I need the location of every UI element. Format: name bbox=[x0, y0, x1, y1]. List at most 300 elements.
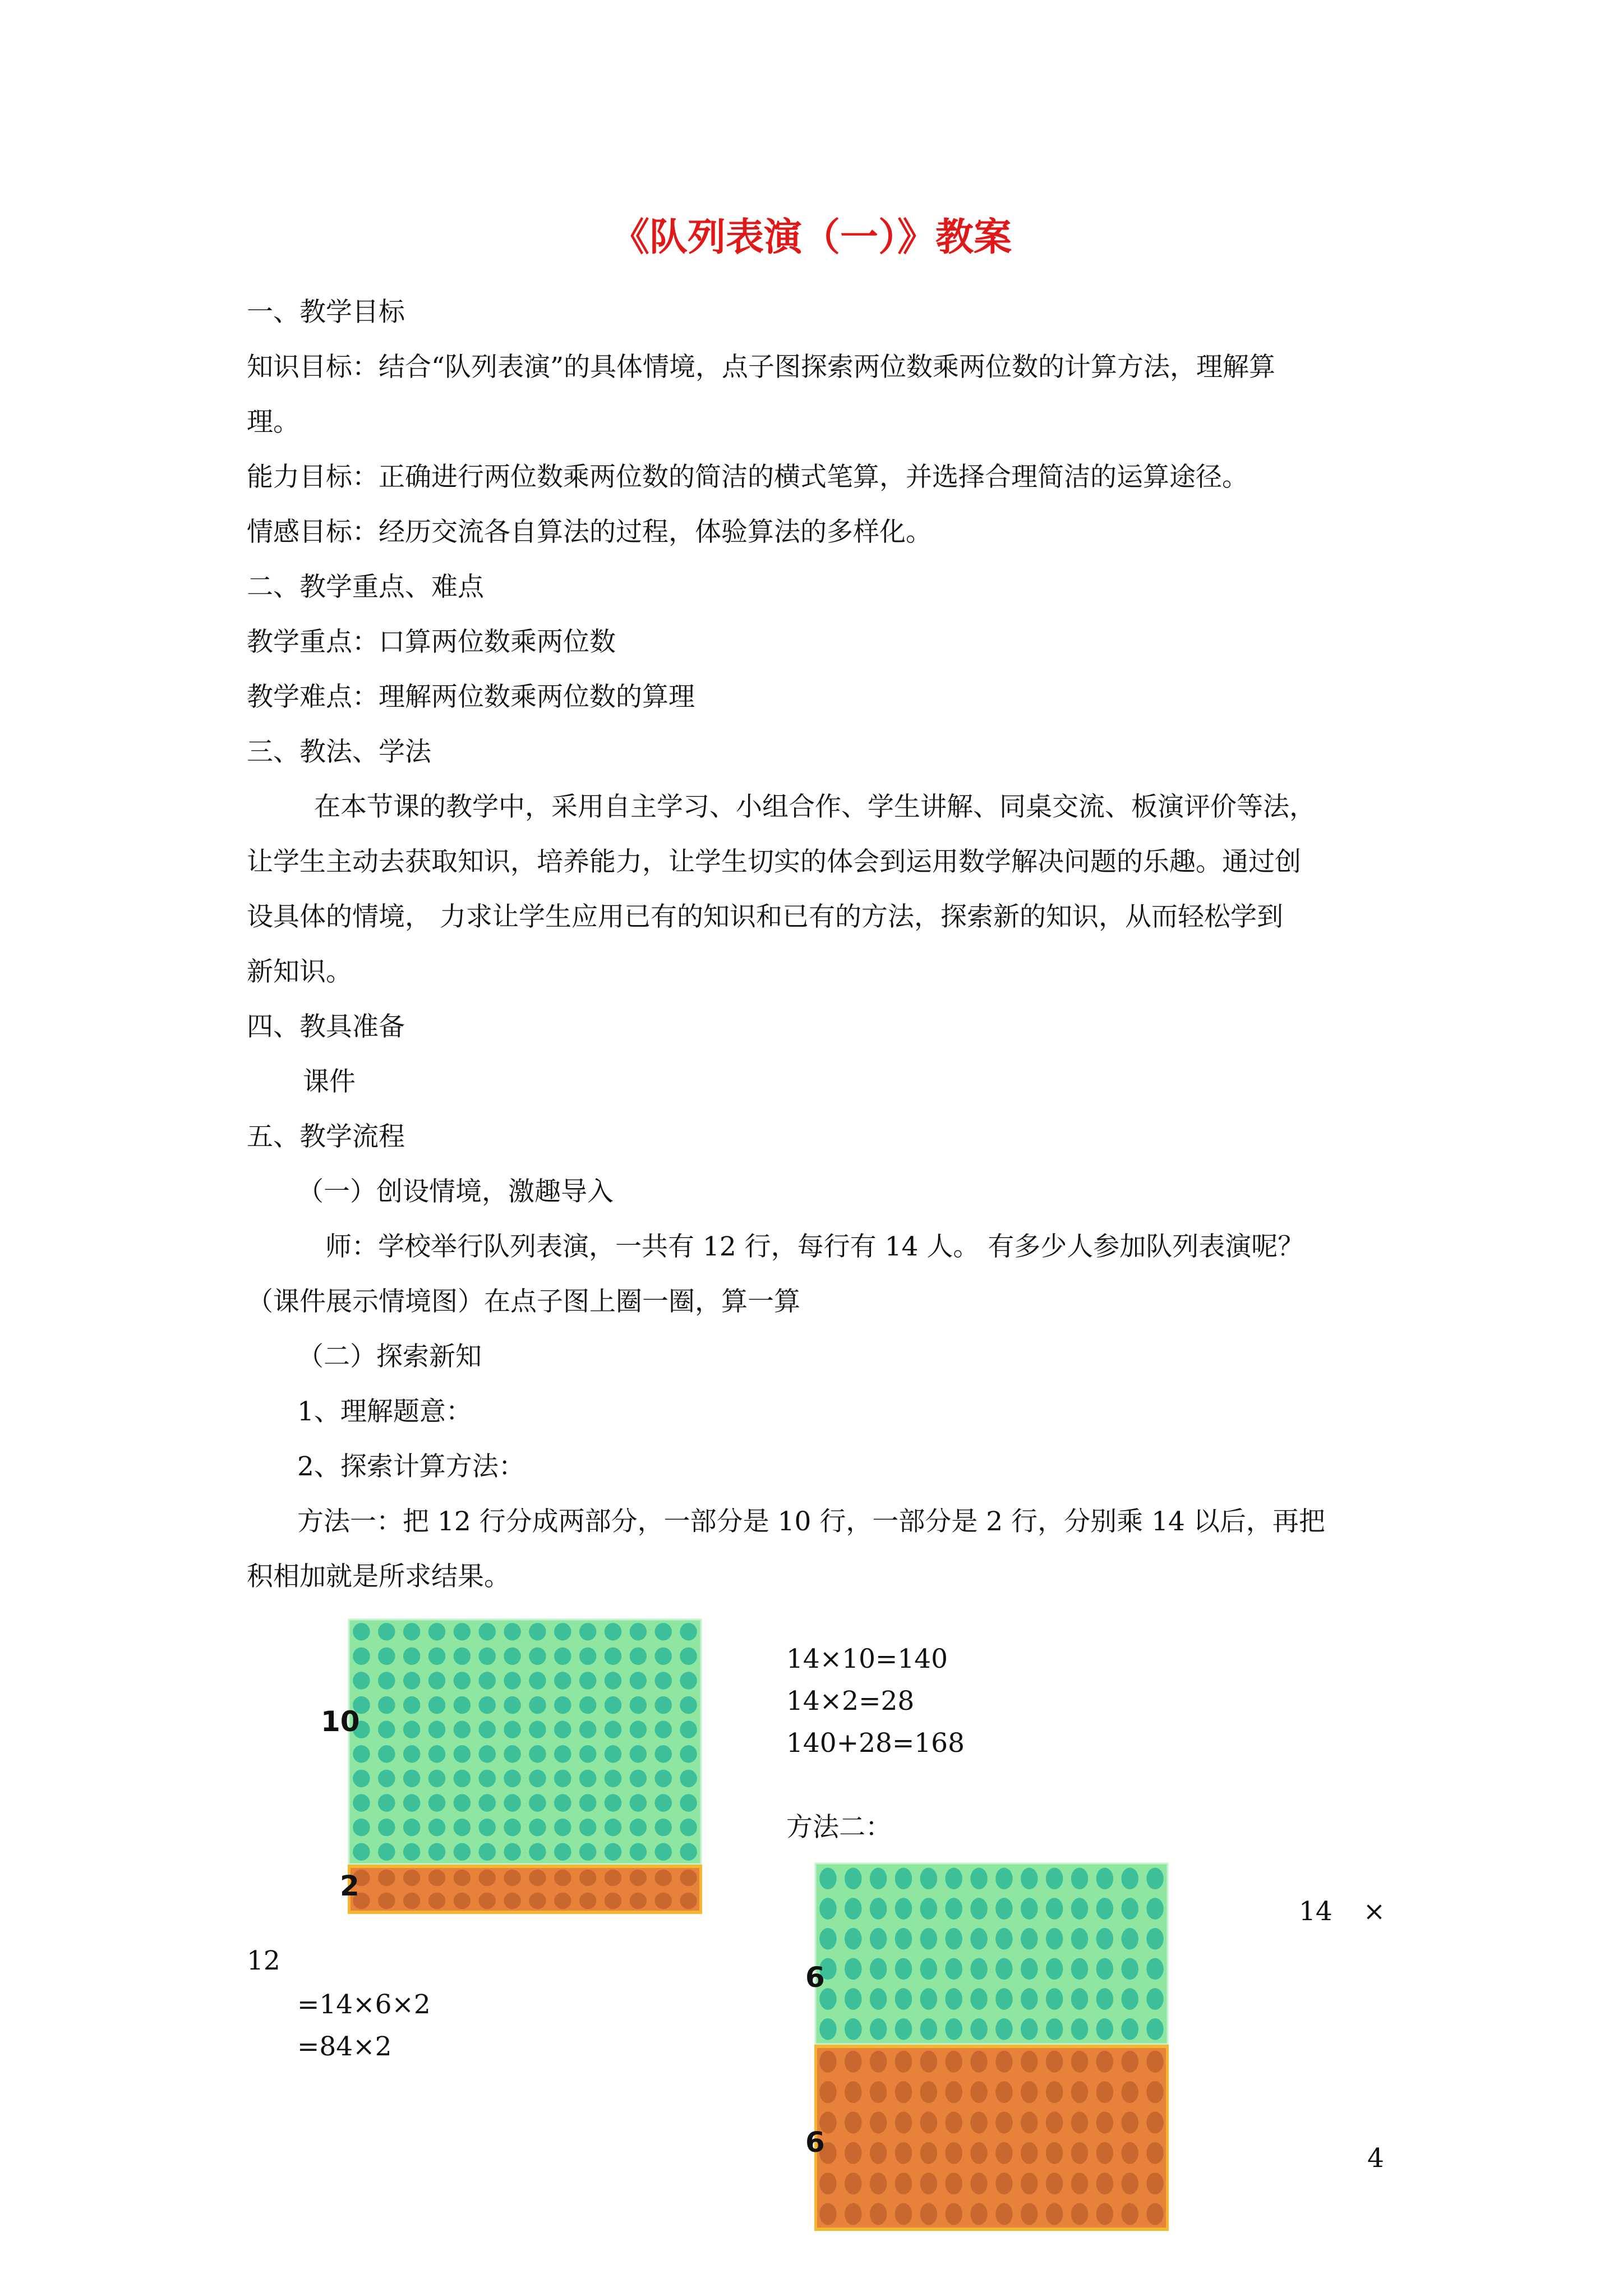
paragraph-line: 理。 bbox=[247, 407, 299, 438]
dot bbox=[630, 1721, 647, 1738]
dot bbox=[1121, 2051, 1138, 2073]
dot bbox=[995, 2142, 1013, 2164]
dot bbox=[529, 1672, 546, 1689]
dot bbox=[1071, 2051, 1089, 2073]
dot bbox=[478, 1794, 496, 1811]
dot bbox=[478, 1672, 496, 1689]
dot bbox=[995, 2203, 1013, 2225]
dot bbox=[630, 1870, 647, 1887]
dot bbox=[995, 2051, 1013, 2073]
dot bbox=[353, 1770, 370, 1787]
dot bbox=[1146, 2018, 1164, 2040]
dot bbox=[1146, 2081, 1164, 2103]
green-block bbox=[815, 1864, 1168, 2044]
dot bbox=[870, 1988, 887, 2010]
dot bbox=[895, 1898, 912, 1920]
dot bbox=[654, 1696, 672, 1714]
dot bbox=[1046, 1868, 1063, 1890]
dot bbox=[454, 1672, 471, 1689]
dot bbox=[428, 1721, 446, 1738]
dot bbox=[970, 1988, 988, 2010]
dot bbox=[870, 2018, 887, 2040]
dot bbox=[680, 1745, 697, 1763]
dot bbox=[970, 2142, 988, 2164]
dot bbox=[478, 1745, 496, 1763]
dot bbox=[970, 1928, 988, 1950]
dot bbox=[353, 1745, 370, 1763]
dot bbox=[1046, 2173, 1063, 2194]
dot bbox=[945, 2081, 962, 2103]
dot bbox=[680, 1648, 697, 1665]
dot bbox=[680, 1794, 697, 1811]
dot bbox=[870, 2203, 887, 2225]
dot bbox=[504, 1770, 521, 1787]
dot bbox=[680, 1721, 697, 1738]
dot bbox=[654, 1770, 672, 1787]
dot bbox=[995, 1898, 1013, 1920]
dot bbox=[1096, 2018, 1114, 2040]
dot bbox=[579, 1696, 597, 1714]
dot bbox=[403, 1745, 421, 1763]
dot bbox=[845, 2142, 862, 2164]
dot bbox=[845, 1928, 862, 1950]
dot bbox=[1071, 1958, 1089, 1980]
dot bbox=[1096, 1928, 1114, 1950]
dot bbox=[605, 1672, 622, 1689]
dot bbox=[654, 1870, 672, 1887]
dot bbox=[870, 2051, 887, 2073]
dot bbox=[945, 1988, 962, 2010]
dot bbox=[1071, 1868, 1089, 1890]
dot bbox=[605, 1843, 622, 1861]
dot bbox=[945, 1958, 962, 1980]
dot bbox=[554, 1623, 571, 1640]
dot bbox=[1071, 2203, 1089, 2225]
method2-equation-1: =14×6×2 bbox=[297, 1989, 431, 2020]
dot bbox=[945, 1868, 962, 1890]
dot bbox=[1071, 2142, 1089, 2164]
dot bbox=[1071, 2018, 1089, 2040]
dot bbox=[1046, 1988, 1063, 2010]
dot bbox=[1146, 1988, 1164, 2010]
dot bbox=[845, 2051, 862, 2073]
paragraph-line: 方法一：把 12 行分成两部分，一部分是 10 行，一部分是 2 行，分别乘 14 以后，再把 bbox=[297, 1506, 1325, 1537]
paragraph-line: 教学重点：口算两位数乘两位数 bbox=[247, 627, 616, 657]
dot-grid-method-2 bbox=[814, 1862, 1169, 2233]
paragraph-line: 能力目标：正确进行两位数乘两位数的简洁的横式笔算，并选择合理简洁的运算途径。 bbox=[247, 462, 1248, 493]
paragraph-line: 知识目标：结合“队列表演”的具体情境，点子图探索两位数乘两位数的计算方法，理解算 bbox=[247, 352, 1276, 383]
page-title: 《队列表演（一）》教案 bbox=[611, 215, 1012, 260]
dot bbox=[1071, 1898, 1089, 1920]
method1-equation-2: 14×2=28 bbox=[786, 1686, 915, 1717]
dot bbox=[1021, 1868, 1038, 1890]
dot bbox=[680, 1843, 697, 1861]
dot bbox=[1096, 2081, 1114, 2103]
dot bbox=[554, 1843, 571, 1861]
dot bbox=[945, 1898, 962, 1920]
method2-side-text: 14 × bbox=[1299, 1896, 1386, 1927]
page-number: 4 bbox=[1367, 2143, 1384, 2174]
dot bbox=[845, 2081, 862, 2103]
dot bbox=[995, 1868, 1013, 1890]
dot bbox=[819, 2051, 837, 2073]
dot bbox=[428, 1870, 446, 1887]
dot bbox=[428, 1819, 446, 1836]
dot bbox=[378, 1672, 395, 1689]
dot bbox=[1146, 1958, 1164, 1980]
dot bbox=[1046, 2111, 1063, 2133]
dot bbox=[654, 1672, 672, 1689]
dot bbox=[554, 1870, 571, 1887]
dot bbox=[920, 2142, 938, 2164]
dot bbox=[630, 1672, 647, 1689]
dot bbox=[654, 1721, 672, 1738]
dot bbox=[920, 1958, 938, 1980]
dot bbox=[895, 1988, 912, 2010]
dot bbox=[920, 2051, 938, 2073]
dot bbox=[1071, 1988, 1089, 2010]
paragraph-line: 在本节课的教学中，采用自主学习、小组合作、学生讲解、同桌交流、板演评价等法， bbox=[314, 792, 1316, 822]
dot bbox=[554, 1819, 571, 1836]
dot bbox=[1121, 2173, 1138, 2194]
dot bbox=[428, 1770, 446, 1787]
dot bbox=[630, 1623, 647, 1640]
dot bbox=[895, 2018, 912, 2040]
dot bbox=[1121, 1928, 1138, 1950]
dot bbox=[654, 1623, 672, 1640]
dot bbox=[579, 1794, 597, 1811]
dot bbox=[579, 1770, 597, 1787]
dot bbox=[403, 1819, 421, 1836]
dot bbox=[1021, 1928, 1038, 1950]
method1-equation-3: 140+28=168 bbox=[786, 1728, 965, 1759]
paragraph-line: 让学生主动去获取知识，培养能力，让学生切实的体会到运用数学解决问题的乐趣。通过创 bbox=[247, 846, 1301, 877]
dot bbox=[529, 1721, 546, 1738]
dot bbox=[454, 1696, 471, 1714]
dot bbox=[529, 1893, 546, 1910]
dot bbox=[454, 1623, 471, 1640]
paragraph-line: 新知识。 bbox=[247, 956, 352, 987]
dot bbox=[504, 1893, 521, 1910]
dot bbox=[654, 1819, 672, 1836]
dot bbox=[1146, 1898, 1164, 1920]
dot bbox=[1121, 2142, 1138, 2164]
dot bbox=[1146, 1868, 1164, 1890]
dot bbox=[403, 1696, 421, 1714]
dot bbox=[970, 1958, 988, 1980]
dot bbox=[454, 1721, 471, 1738]
dot bbox=[895, 1928, 912, 1950]
dot bbox=[970, 2111, 988, 2133]
dot bbox=[378, 1696, 395, 1714]
dot bbox=[504, 1623, 521, 1640]
dot bbox=[630, 1843, 647, 1861]
dot-grid-method-1 bbox=[348, 1618, 702, 1916]
dot bbox=[845, 2173, 862, 2194]
dot bbox=[1096, 2173, 1114, 2194]
dot bbox=[870, 2111, 887, 2133]
dot bbox=[630, 1745, 647, 1763]
dot bbox=[680, 1696, 697, 1714]
dot bbox=[353, 1623, 370, 1640]
dot bbox=[680, 1672, 697, 1689]
dot bbox=[654, 1745, 672, 1763]
dot bbox=[504, 1819, 521, 1836]
dot bbox=[529, 1870, 546, 1887]
dot bbox=[870, 1928, 887, 1950]
dot bbox=[819, 2081, 837, 2103]
dot bbox=[895, 1868, 912, 1890]
dot bbox=[529, 1623, 546, 1640]
dot bbox=[845, 1898, 862, 1920]
dot bbox=[970, 1898, 988, 1920]
section-heading: 五、教学流程 bbox=[247, 1121, 405, 1152]
dot bbox=[1046, 2051, 1063, 2073]
dot bbox=[478, 1893, 496, 1910]
method1-equation-1: 14×10=140 bbox=[786, 1644, 948, 1674]
dot bbox=[970, 1868, 988, 1890]
dot bbox=[605, 1819, 622, 1836]
dot bbox=[920, 2081, 938, 2103]
dot bbox=[920, 1928, 938, 1950]
dot bbox=[353, 1819, 370, 1836]
dot bbox=[605, 1648, 622, 1665]
dot bbox=[630, 1893, 647, 1910]
dot bbox=[605, 1770, 622, 1787]
paragraph-line: 课件 bbox=[303, 1066, 356, 1097]
dot bbox=[403, 1648, 421, 1665]
dot bbox=[945, 2173, 962, 2194]
dot bbox=[605, 1870, 622, 1887]
dot bbox=[378, 1870, 395, 1887]
dot bbox=[504, 1870, 521, 1887]
dot bbox=[1071, 2081, 1089, 2103]
dot bbox=[630, 1770, 647, 1787]
dot bbox=[454, 1745, 471, 1763]
paragraph-line: 教学难点：理解两位数乘两位数的算理 bbox=[247, 682, 695, 712]
dot bbox=[605, 1721, 622, 1738]
dot bbox=[504, 1648, 521, 1665]
dot bbox=[579, 1721, 597, 1738]
dot bbox=[895, 2173, 912, 2194]
dot bbox=[378, 1623, 395, 1640]
dot bbox=[1096, 2111, 1114, 2133]
dot bbox=[529, 1696, 546, 1714]
section-heading: 三、教法、学法 bbox=[247, 737, 431, 767]
dot bbox=[529, 1843, 546, 1861]
orange-block bbox=[815, 2046, 1168, 2229]
dot bbox=[845, 2111, 862, 2133]
dot bbox=[1021, 2142, 1038, 2164]
dot bbox=[529, 1648, 546, 1665]
dot bbox=[403, 1794, 421, 1811]
dot bbox=[1046, 1928, 1063, 1950]
dot bbox=[554, 1893, 571, 1910]
dot bbox=[819, 2018, 837, 2040]
dot bbox=[428, 1623, 446, 1640]
dot bbox=[1071, 1928, 1089, 1950]
dot bbox=[819, 1928, 837, 1950]
dot bbox=[1046, 2018, 1063, 2040]
dot bbox=[454, 1870, 471, 1887]
dot bbox=[1096, 1868, 1114, 1890]
dot bbox=[579, 1623, 597, 1640]
dot bbox=[378, 1648, 395, 1665]
dot bbox=[478, 1696, 496, 1714]
dot bbox=[378, 1893, 395, 1910]
dot bbox=[970, 2081, 988, 2103]
dot bbox=[454, 1648, 471, 1665]
dot bbox=[1146, 2051, 1164, 2073]
dot bbox=[1121, 1958, 1138, 1980]
dot bbox=[1121, 1868, 1138, 1890]
dot bbox=[1121, 2203, 1138, 2225]
dot bbox=[428, 1745, 446, 1763]
dot bbox=[605, 1893, 622, 1910]
method2-equation-2: =84×2 bbox=[297, 2031, 392, 2062]
dot bbox=[1146, 1928, 1164, 1950]
dot bbox=[1096, 2203, 1114, 2225]
dot bbox=[1096, 2051, 1114, 2073]
dot bbox=[920, 2018, 938, 2040]
dot bbox=[378, 1794, 395, 1811]
dot bbox=[1121, 1988, 1138, 2010]
dot bbox=[1071, 2173, 1089, 2194]
dot bbox=[945, 2203, 962, 2225]
dot bbox=[995, 2018, 1013, 2040]
dot bbox=[554, 1770, 571, 1787]
dot bbox=[970, 2051, 988, 2073]
dot bbox=[819, 2203, 837, 2225]
dot bbox=[1096, 1898, 1114, 1920]
dot bbox=[945, 2018, 962, 2040]
paragraph-line: 设具体的情境， 力求让学生应用已有的知识和已有的方法，探索新的知识，从而轻松学到 bbox=[247, 901, 1283, 932]
dot bbox=[353, 1794, 370, 1811]
dot bbox=[478, 1819, 496, 1836]
dot bbox=[920, 1988, 938, 2010]
dot bbox=[428, 1672, 446, 1689]
dot bbox=[654, 1794, 672, 1811]
dot bbox=[403, 1623, 421, 1640]
dot bbox=[554, 1721, 571, 1738]
dot bbox=[895, 2051, 912, 2073]
dot bbox=[1071, 2111, 1089, 2133]
dot bbox=[870, 1958, 887, 1980]
dot bbox=[478, 1623, 496, 1640]
subsection-heading: （一）创设情境，激趣导入 bbox=[297, 1176, 614, 1207]
dot bbox=[945, 2051, 962, 2073]
dot bbox=[428, 1794, 446, 1811]
dot bbox=[630, 1648, 647, 1665]
orange-block bbox=[349, 1866, 701, 1912]
grid2-label-top-6: 6 bbox=[805, 1961, 825, 1994]
dot bbox=[428, 1893, 446, 1910]
dot bbox=[579, 1672, 597, 1689]
dot bbox=[870, 1898, 887, 1920]
dot bbox=[378, 1843, 395, 1861]
dot bbox=[353, 1648, 370, 1665]
dot bbox=[1096, 1958, 1114, 1980]
paragraph-line: （课件展示情境图）在点子图上圈一圈，算一算 bbox=[247, 1286, 800, 1317]
dot bbox=[1121, 1898, 1138, 1920]
dot bbox=[504, 1672, 521, 1689]
dot bbox=[378, 1770, 395, 1787]
dot bbox=[845, 1958, 862, 1980]
section-heading: 四、教具准备 bbox=[247, 1011, 405, 1042]
dot bbox=[605, 1623, 622, 1640]
dot bbox=[1096, 1988, 1114, 2010]
grid1-label-2: 2 bbox=[340, 1870, 359, 1902]
dot bbox=[970, 2173, 988, 2194]
dot bbox=[870, 2142, 887, 2164]
dot bbox=[1121, 2081, 1138, 2103]
dot bbox=[845, 2018, 862, 2040]
dot bbox=[920, 2173, 938, 2194]
dot bbox=[478, 1648, 496, 1665]
dot bbox=[995, 2173, 1013, 2194]
dot bbox=[1021, 2051, 1038, 2073]
dot bbox=[403, 1893, 421, 1910]
dot bbox=[1021, 2081, 1038, 2103]
dot bbox=[579, 1893, 597, 1910]
dot bbox=[654, 1648, 672, 1665]
dot bbox=[1046, 2203, 1063, 2225]
dot bbox=[1021, 1898, 1038, 1920]
dot bbox=[1146, 2203, 1164, 2225]
dot bbox=[630, 1696, 647, 1714]
dot bbox=[630, 1819, 647, 1836]
dot bbox=[353, 1672, 370, 1689]
dot bbox=[680, 1770, 697, 1787]
dot bbox=[819, 1898, 837, 1920]
dot bbox=[529, 1770, 546, 1787]
dot bbox=[970, 2018, 988, 2040]
dot bbox=[970, 2203, 988, 2225]
dot bbox=[1121, 2018, 1138, 2040]
dot bbox=[504, 1843, 521, 1861]
dot bbox=[920, 1898, 938, 1920]
dot bbox=[1046, 2142, 1063, 2164]
dot bbox=[920, 2203, 938, 2225]
dot bbox=[895, 2081, 912, 2103]
dot bbox=[378, 1721, 395, 1738]
dot bbox=[680, 1819, 697, 1836]
dot bbox=[945, 2142, 962, 2164]
green-block bbox=[349, 1619, 701, 1864]
dot bbox=[895, 2142, 912, 2164]
paragraph-line: 积相加就是所求结果。 bbox=[247, 1561, 510, 1592]
dot bbox=[630, 1794, 647, 1811]
dot bbox=[554, 1696, 571, 1714]
method2-wrap-text: 12 bbox=[247, 1945, 280, 1976]
dot bbox=[819, 1868, 837, 1890]
dot bbox=[870, 2173, 887, 2194]
dot bbox=[554, 1648, 571, 1665]
dot bbox=[995, 1988, 1013, 2010]
dot bbox=[654, 1893, 672, 1910]
paragraph-line: 2、探索计算方法： bbox=[297, 1451, 525, 1482]
section-heading: 一、教学目标 bbox=[247, 297, 405, 328]
dot bbox=[1146, 2111, 1164, 2133]
dot bbox=[454, 1843, 471, 1861]
dot bbox=[579, 1745, 597, 1763]
dot bbox=[1021, 2173, 1038, 2194]
dot bbox=[579, 1870, 597, 1887]
dot bbox=[478, 1770, 496, 1787]
subsection-heading: （二）探索新知 bbox=[297, 1341, 482, 1372]
dot bbox=[680, 1893, 697, 1910]
dot bbox=[529, 1819, 546, 1836]
